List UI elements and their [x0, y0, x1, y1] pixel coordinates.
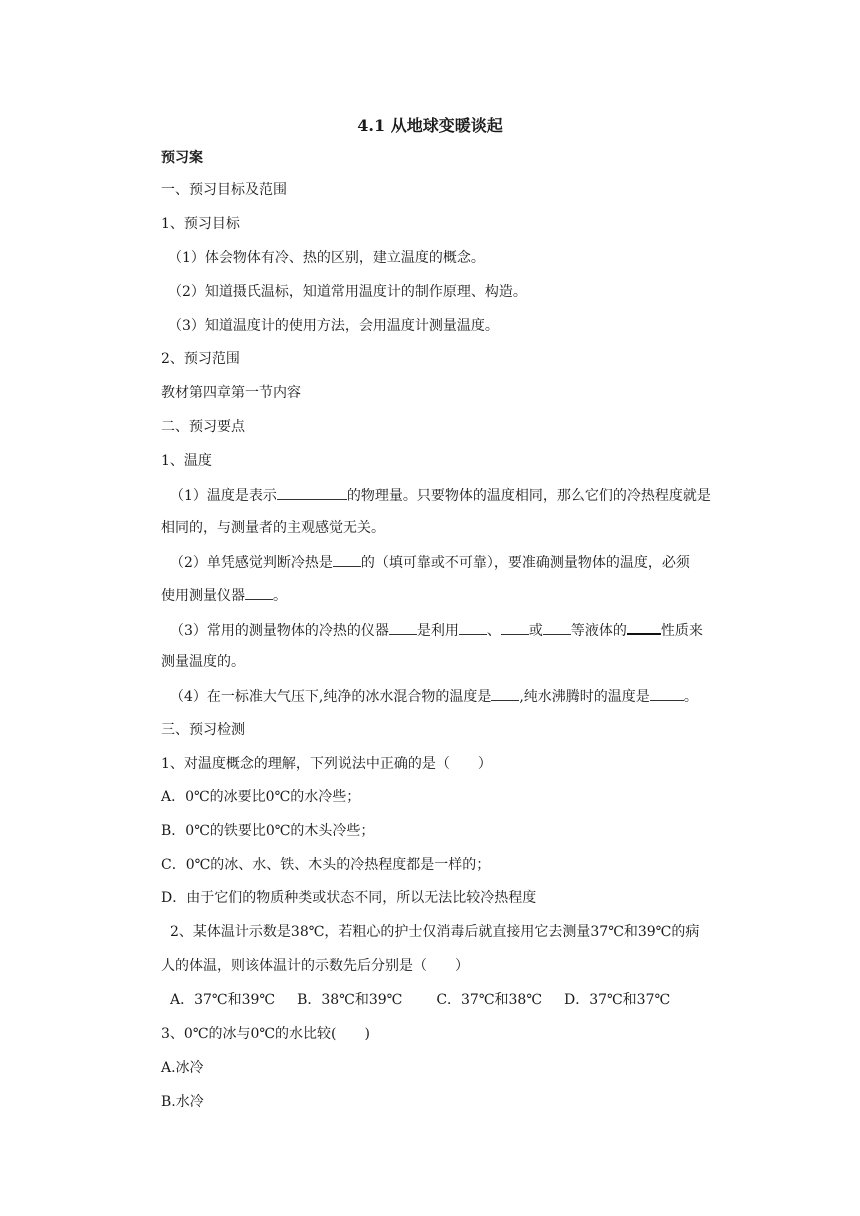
- fill-blank[interactable]: [650, 686, 684, 701]
- point-2-line-2: [161, 585, 287, 606]
- point-2-text-d: 。: [273, 588, 287, 604]
- point-2-text-b: 的（填可靠或不可靠），要准确测量物体的温度，必须: [360, 555, 690, 571]
- point-3-text-d: 或: [528, 623, 543, 639]
- heading-self-check: 三、预习检测: [161, 722, 245, 738]
- fill-blank[interactable]: [333, 552, 361, 567]
- fill-blank[interactable]: [627, 619, 661, 635]
- point-4-text-b: ,纯水沸腾时的温度是: [519, 689, 650, 705]
- fill-blank[interactable]: [543, 620, 571, 635]
- point-1-text-a: （1）温度是表示: [170, 488, 277, 504]
- question-2-option-b: B．38℃和39℃: [297, 992, 403, 1008]
- point-2-text-c: 使用测量仪器: [161, 588, 245, 604]
- page-title: 4.1 从地球变暖谈起: [357, 116, 503, 135]
- fill-blank[interactable]: [277, 485, 347, 500]
- point-3-text-f: 性质来: [660, 623, 703, 639]
- question-3-option-b: B.水冷: [161, 1094, 204, 1110]
- question-2-stem-line-1: 2、某体温计示数是38℃，若粗心的护士仅消毒后就直接用它去测量37℃和39℃的病: [170, 924, 700, 940]
- question-2-option-c: C．37℃和38℃: [436, 992, 542, 1008]
- subheading-scope: 2、预习范围: [161, 351, 240, 367]
- section-label: 预习案: [161, 150, 203, 166]
- question-1-option-b: B．0℃的铁要比0℃的木头冷些；: [161, 823, 375, 839]
- question-2-option-a: A．37℃和39℃: [170, 992, 276, 1008]
- question-1-option-a: A．0℃的冰要比0℃的水冷些；: [161, 789, 361, 805]
- question-3-stem: 3、0℃的冰与0℃的水比较( ): [161, 1026, 370, 1042]
- point-4-text-c: 。: [683, 689, 698, 705]
- point-3-text-c: 、: [486, 623, 501, 639]
- heading-goals-scope: 一、预习目标及范围: [161, 182, 287, 198]
- question-1-option-d: D．由于它们的物质种类或状态不同，所以无法比较冷热程度: [161, 890, 537, 906]
- fill-blank[interactable]: [245, 585, 273, 600]
- goal-item-3: （3）知道温度计的使用方法，会用温度计测量温度。: [168, 318, 499, 334]
- point-1-line-1: [170, 485, 711, 506]
- question-2-stem-line-2: 人的体温，则该体温计的示数先后分别是（ ）: [161, 958, 469, 974]
- question-1-stem: 1、对温度概念的理解，下列说法中正确的是（ ）: [161, 756, 492, 772]
- subheading-temperature: 1、温度: [161, 453, 212, 469]
- point-2-line-1: [170, 552, 690, 573]
- point-4-line: [170, 686, 698, 707]
- question-1-option-c: C．0℃的冰、水、铁、木头的冷热程度都是一样的；: [161, 857, 491, 873]
- fill-blank[interactable]: [459, 620, 487, 635]
- goal-item-2: （2）知道摄氏温标，知道常用温度计的制作原理、构造。: [168, 284, 527, 300]
- heading-key-points: 二、预习要点: [161, 419, 245, 435]
- scope-text: 教材第四章第一节内容: [161, 385, 301, 401]
- point-3-line-2: 测量温度的。: [161, 654, 245, 670]
- point-2-text-a: （2）单凭感觉判断冷热是: [170, 555, 333, 571]
- point-1-line-2: 相同的，与测量者的主观感觉无关。: [161, 520, 385, 536]
- fill-blank[interactable]: [491, 686, 519, 701]
- question-2-options: [170, 990, 692, 1010]
- question-2-option-d: D．37℃和37℃: [563, 992, 671, 1008]
- subheading-goals: 1、预习目标: [161, 216, 240, 232]
- point-3-line-1: [170, 619, 703, 641]
- point-3-text-a: （3）常用的测量物体的冷热的仪器: [170, 623, 389, 639]
- point-3-text-b: 是利用: [416, 623, 459, 639]
- goal-item-1: （1）体会物体有冷、热的区别，建立温度的概念。: [168, 250, 485, 266]
- point-3-text-e: 等液体的: [570, 623, 627, 639]
- fill-blank[interactable]: [501, 620, 529, 635]
- question-3-option-a: A.冰冷: [161, 1060, 204, 1076]
- point-1-text-b: 的物理量。只要物体的温度相同，那么它们的冷热程度就是: [346, 488, 711, 504]
- point-4-text-a: （4）在一标准大气压下,纯净的冰水混合物的温度是: [170, 689, 492, 705]
- fill-blank[interactable]: [389, 620, 417, 635]
